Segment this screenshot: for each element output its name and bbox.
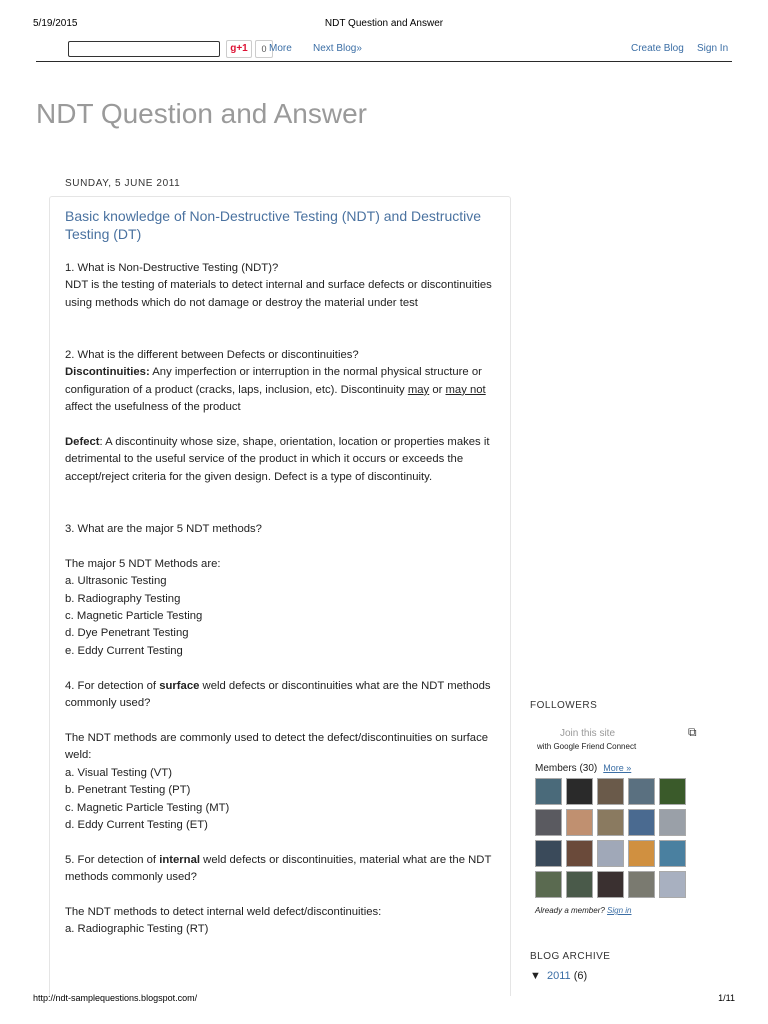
list-item: c. Magnetic Particle Testing (MT) bbox=[65, 801, 230, 814]
member-avatars bbox=[535, 778, 695, 898]
question-4: 4. For detection of surface weld defects or discontinuities what are the NDT methods commonly used? bbox=[65, 679, 491, 710]
avatar[interactable] bbox=[566, 809, 593, 836]
list-item: e. Eddy Current Testing bbox=[65, 644, 183, 657]
avatar[interactable] bbox=[628, 871, 655, 898]
list-item: b. Radiography Testing bbox=[65, 592, 181, 605]
sidebar bbox=[530, 700, 730, 982]
answer-4-intro: The NDT methods are commonly used to detect the defect/discontinuities on surface weld: bbox=[65, 731, 489, 762]
avatar[interactable] bbox=[628, 778, 655, 805]
gfc-label: with Google Friend Connect bbox=[537, 742, 637, 751]
question-5: 5. For detection of internal weld defects or discontinuities, material what are the NDT methods commonly used? bbox=[65, 853, 492, 884]
defect-definition: Defect: A discontinuity whose size, shape, orientation, location or properties makes it detrimental to the useful service of the product in which it occurs or exceeds the accept/reject criteria for the given design. Defect is a type of discontinuity. bbox=[65, 436, 490, 483]
print-date: 5/19/2015 bbox=[33, 18, 78, 29]
archive-heading: BLOG ARCHIVE bbox=[530, 951, 611, 962]
question-2: 2. What is the different between Defects or discontinuities? bbox=[65, 349, 359, 362]
avatar[interactable] bbox=[597, 778, 624, 805]
avatar[interactable] bbox=[566, 778, 593, 805]
page-url: http://ndt-samplequestions.blogspot.com/ bbox=[33, 993, 198, 1003]
more-link[interactable]: More bbox=[269, 43, 292, 54]
avatar[interactable] bbox=[597, 809, 624, 836]
archive-item-2011[interactable]: ▼ 2011 (6) bbox=[530, 970, 588, 982]
avatar[interactable] bbox=[597, 871, 624, 898]
question-1: 1. What is Non-Destructive Testing (NDT)? bbox=[65, 262, 279, 274]
gplus-button[interactable]: g+1 bbox=[226, 40, 252, 58]
list-item: c. Magnetic Particle Testing bbox=[65, 610, 203, 623]
list-item: b. Penetrant Testing (PT) bbox=[65, 784, 191, 797]
list-item: d. Eddy Current Testing (ET) bbox=[65, 818, 208, 831]
members-count: Members (30) More » bbox=[535, 763, 632, 774]
defect-label: Defect bbox=[65, 436, 100, 449]
more-members-link[interactable]: More » bbox=[603, 763, 632, 773]
question-3: 3. What are the major 5 NDT methods? bbox=[65, 523, 262, 536]
blogger-navbar bbox=[36, 40, 732, 62]
methods-intro: The major 5 NDT Methods are: bbox=[65, 557, 221, 570]
avatar[interactable] bbox=[566, 840, 593, 867]
join-site-button[interactable]: Join this site bbox=[560, 728, 616, 739]
avatar[interactable] bbox=[535, 778, 562, 805]
avatar[interactable] bbox=[659, 871, 686, 898]
post-date: SUNDAY, 5 JUNE 2011 bbox=[65, 178, 181, 189]
blog-title[interactable]: NDT Question and Answer bbox=[36, 98, 367, 129]
answer-5-intro: The NDT methods to detect internal weld defect/discontinuities: bbox=[65, 905, 382, 918]
avatar[interactable] bbox=[535, 871, 562, 898]
triangle-down-icon[interactable]: ▼ bbox=[530, 970, 541, 982]
avatar[interactable] bbox=[597, 840, 624, 867]
avatar[interactable] bbox=[659, 809, 686, 836]
sign-in-link[interactable]: Sign In bbox=[697, 43, 729, 54]
list-item: a. Ultrasonic Testing bbox=[65, 575, 167, 588]
answer-1: NDT is the testing of materials to detect internal and surface defects or discontinuities using methods which do not damage or destroy the material under test bbox=[65, 279, 492, 309]
post-body bbox=[65, 260, 500, 939]
avatar[interactable] bbox=[535, 809, 562, 836]
list-item: d. Dye Penetrant Testing bbox=[65, 627, 189, 640]
avatar[interactable] bbox=[659, 778, 686, 805]
list-item: a. Radiographic Testing (RT) bbox=[65, 923, 209, 936]
member-sign-in-link[interactable]: Sign in bbox=[607, 906, 632, 915]
discontinuities-definition: Discontinuities: Any imperfection or interruption in the normal physical structure or configuration of a product (cracks, laps, inclusion, etc). Discontinuity may or may not affect the usefulness of the product bbox=[65, 366, 486, 414]
post-title[interactable]: Basic knowledge of Non-Destructive Testing (NDT) and Destructive Testing (DT) bbox=[65, 208, 482, 242]
search-input[interactable] bbox=[68, 41, 220, 57]
create-blog-link[interactable]: Create Blog bbox=[631, 43, 684, 54]
next-blog-link[interactable]: Next Blog» bbox=[313, 43, 362, 54]
popout-icon[interactable]: ⧉ bbox=[688, 725, 697, 739]
gplus-count: 0 bbox=[255, 40, 273, 58]
page-number: 1/11 bbox=[718, 993, 735, 1003]
print-title: NDT Question and Answer bbox=[324, 18, 444, 29]
avatar[interactable] bbox=[535, 840, 562, 867]
avatar[interactable] bbox=[659, 840, 686, 867]
avatar[interactable] bbox=[628, 809, 655, 836]
discontinuities-label: Discontinuities: bbox=[65, 366, 150, 379]
followers-heading: FOLLOWERS bbox=[530, 700, 598, 711]
avatar[interactable] bbox=[566, 871, 593, 898]
list-item: a. Visual Testing (VT) bbox=[65, 766, 172, 779]
already-member: Already a member? Sign in bbox=[535, 906, 632, 915]
avatar[interactable] bbox=[628, 840, 655, 867]
